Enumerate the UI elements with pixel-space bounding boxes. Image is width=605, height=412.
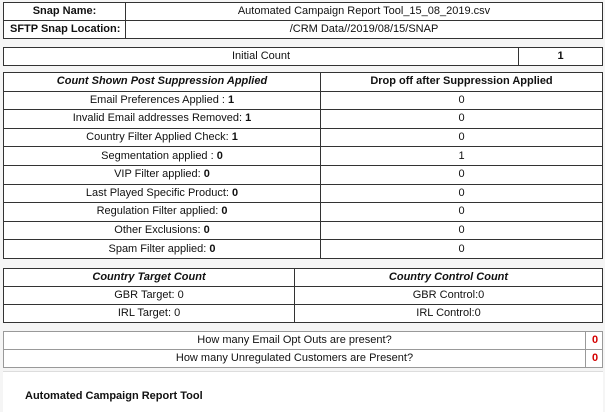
suppression-header-row	[4, 73, 603, 92]
suppression-dropoff: 0	[321, 165, 603, 184]
suppression-label-text: Last Played Specific Product:	[85, 186, 232, 199]
initial-count-value: 1	[519, 48, 603, 66]
suppression-dropoff: 1	[321, 147, 603, 166]
suppression-table	[3, 72, 603, 259]
optout-row-email	[4, 332, 603, 350]
country-target-header: Country Target Count	[4, 269, 295, 287]
suppression-row-label	[4, 240, 321, 259]
snap-location-label: SFTP Snap Location:	[4, 21, 126, 39]
suppression-dropoff: 0	[321, 91, 603, 110]
snap-name-label: Snap Name:	[4, 3, 126, 21]
suppression-row-label	[4, 184, 321, 203]
suppression-label-text: Country Filter Applied Check:	[86, 131, 232, 144]
footer	[3, 371, 603, 412]
suppression-count: 0	[221, 205, 228, 218]
unregulated-customers-label: How many Unregulated Customers are Present?	[4, 350, 586, 368]
suppression-header-left: Count Shown Post Suppression Applied	[4, 73, 321, 92]
snap-location-value: /CRM Data//2019/08/15/SNAP	[126, 21, 603, 39]
footer-title: Automated Campaign Report Tool	[25, 390, 203, 402]
suppression-label-text: VIP Filter applied:	[114, 168, 204, 181]
optout-row-unregulated	[4, 350, 603, 368]
suppression-row	[4, 147, 603, 166]
snap-info-table	[3, 2, 603, 39]
gbr-control: GBR Control:0	[295, 287, 603, 305]
suppression-count: 0	[232, 186, 239, 199]
suppression-label-text: Regulation Filter applied:	[96, 205, 222, 218]
suppression-count: 1	[245, 112, 252, 125]
suppression-row	[4, 221, 603, 240]
suppression-dropoff: 0	[321, 110, 603, 129]
suppression-dropoff: 0	[321, 184, 603, 203]
irl-control: IRL Control:0	[295, 305, 603, 323]
suppression-count: 0	[203, 168, 210, 181]
snap-location-row	[4, 21, 603, 39]
suppression-count: 0	[216, 149, 223, 162]
initial-count-label: Initial Count	[4, 48, 519, 66]
suppression-row-label	[4, 147, 321, 166]
email-optouts-label: How many Email Opt Outs are present?	[4, 332, 586, 350]
suppression-dropoff: 0	[321, 221, 603, 240]
country-count-table	[3, 268, 603, 323]
suppression-label-text: Invalid Email addresses Removed:	[72, 112, 246, 125]
suppression-row-label	[4, 221, 321, 240]
suppression-header-right: Drop off after Suppression Applied	[321, 73, 603, 92]
email-optouts-value: 0	[586, 332, 603, 350]
suppression-dropoff: 0	[321, 240, 603, 259]
irl-target: IRL Target: 0	[4, 305, 295, 323]
suppression-count: 1	[228, 93, 235, 106]
suppression-label-text: Segmentation applied :	[101, 149, 217, 162]
suppression-count: 1	[231, 131, 238, 144]
suppression-count: 0	[209, 242, 216, 255]
country-header-row	[4, 269, 603, 287]
suppression-row	[4, 184, 603, 203]
suppression-label-text: Other Exclusions:	[114, 224, 204, 237]
suppression-row	[4, 203, 603, 222]
suppression-row-label	[4, 110, 321, 129]
suppression-dropoff: 0	[321, 203, 603, 222]
country-control-header: Country Control Count	[295, 269, 603, 287]
gbr-target: GBR Target: 0	[4, 287, 295, 305]
unregulated-customers-value: 0	[586, 350, 603, 368]
optouts-table	[3, 331, 603, 368]
suppression-row	[4, 240, 603, 259]
initial-count-table	[3, 47, 603, 66]
suppression-row	[4, 110, 603, 129]
suppression-row	[4, 128, 603, 147]
suppression-row-label	[4, 203, 321, 222]
suppression-row	[4, 91, 603, 110]
country-row-irl	[4, 305, 603, 323]
country-row-gbr	[4, 287, 603, 305]
initial-count-row	[4, 48, 603, 66]
suppression-label-text: Spam Filter applied:	[108, 242, 210, 255]
suppression-count: 0	[203, 224, 210, 237]
suppression-row-label	[4, 128, 321, 147]
snap-name-row	[4, 3, 603, 21]
suppression-row-label	[4, 91, 321, 110]
suppression-row-label	[4, 165, 321, 184]
snap-name-value: Automated Campaign Report Tool_15_08_2019.csv	[126, 3, 603, 21]
suppression-row	[4, 165, 603, 184]
suppression-label-text: Email Preferences Applied :	[89, 93, 229, 106]
suppression-dropoff: 0	[321, 128, 603, 147]
